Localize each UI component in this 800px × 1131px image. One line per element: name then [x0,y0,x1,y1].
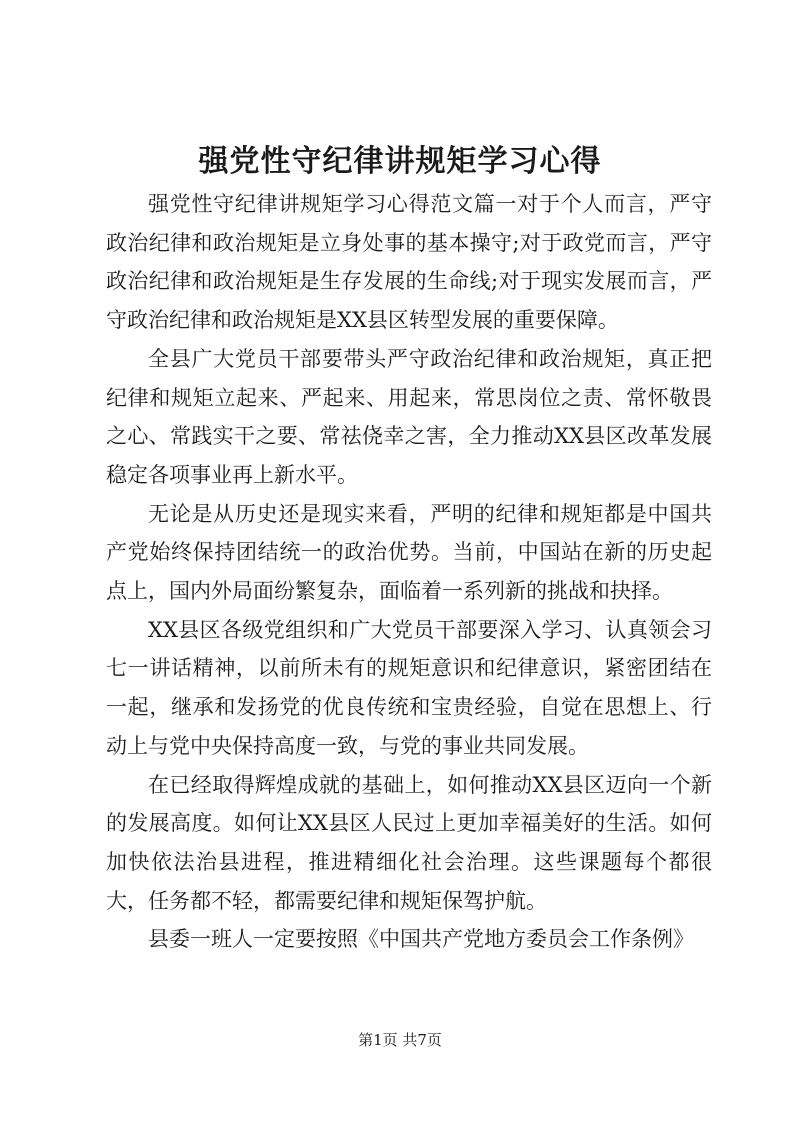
document-title: 强党性守纪律讲规矩学习心得 [198,144,602,179]
page-footer: 第1页 共7页 [358,1031,442,1049]
paragraph: 县委一班人一定要按照《中国共产党地方委员会工作条例》 [148,927,694,952]
paragraph: XX县区各级党组织和广大党员干部要深入学习、认真领会习七一讲话精神，以前所未有的规矩意识和纪律意识，紧密团结在一起，继承和发扬党的优良传统和宝贵经验，自觉在思想上、行动上与党中央保持高度一致，与党的事业共同发展。 [106,617,712,758]
paragraph: 全县广大党员干部要带头严守政治纪律和政治规矩，真正把纪律和规矩立起来、严起来、用起来，常思岗位之责、常怀敬畏之心、常践实干之要、常祛侥幸之害，全力推动XX县区改革发展稳定各项事业再上新水平。 [106,346,712,487]
paragraph: 强党性守纪律讲规矩学习心得范文篇一对于个人而言，严守政治纪律和政治规矩是立身处事的基本操守;对于政党而言，严守政治纪律和政治规矩是生存发展的生命线;对于现实发展而言，严守政治纪律和政治规矩是XX县区转型发展的重要保障。 [106,192,712,333]
paragraph: 在已经取得辉煌成就的基础上，如何推动XX县区迈向一个新的发展高度。如何让XX县区人民过上更加幸福美好的生活。如何加快依法治县进程，推进精细化社会治理。这些课题每个都很大，任务都不轻，都需要纪律和规矩保驾护航。 [106,772,712,913]
document-body [106,185,712,959]
paragraph: 无论是从历史还是现实来看，严明的纪律和规矩都是中国共产党始终保持团结统一的政治优势。当前，中国站在新的历史起点上，国内外局面纷繁复杂，面临着一系列新的挑战和抉择。 [106,501,712,604]
